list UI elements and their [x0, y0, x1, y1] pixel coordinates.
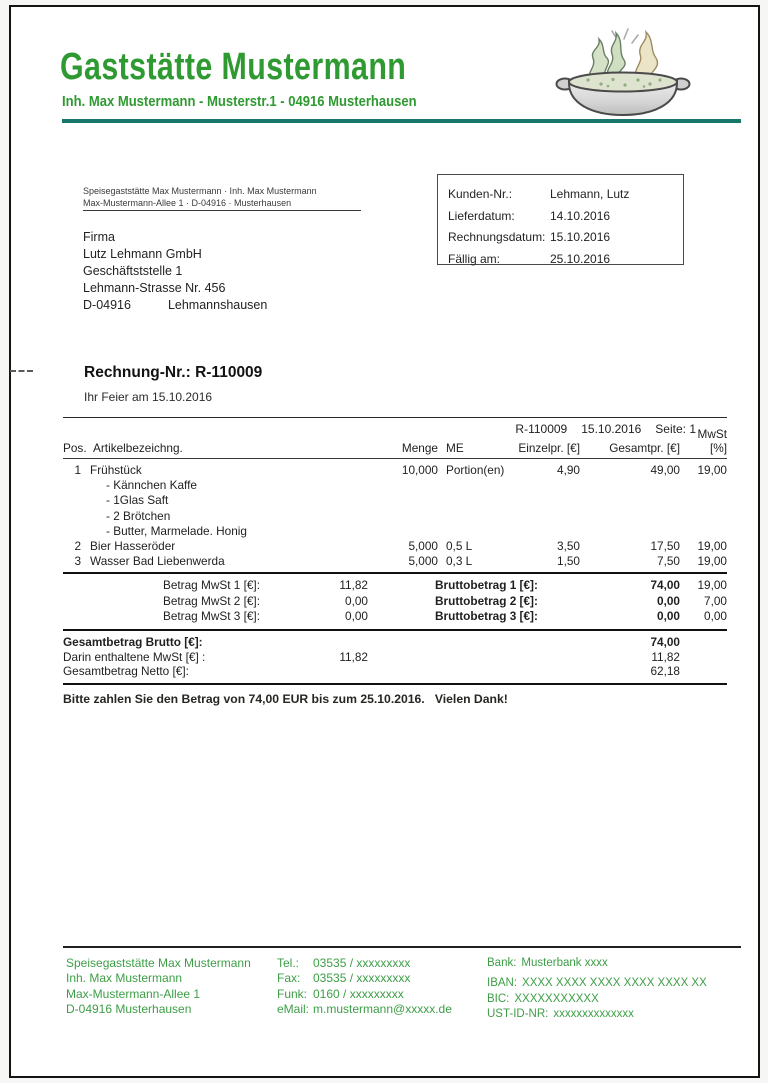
item-subline [63, 524, 727, 539]
contact-value: 03535 / xxxxxxxxx [313, 956, 411, 970]
item-artikel: Wasser Bad Liebenwerda [90, 554, 225, 569]
recipient-line: Geschäftststelle 1 [83, 264, 183, 278]
meta-page: Seite: 1 [655, 422, 696, 436]
footer-divider [63, 946, 741, 948]
col-header-pos: Pos. [63, 441, 87, 455]
brutto-amount: 0,00 [657, 609, 680, 624]
payment-note: Bitte zahlen Sie den Betrag von 74,00 EUR bis zum 25.10.2016. Vielen Dank! [63, 692, 508, 707]
total-value: 11,82 [651, 649, 680, 664]
totals-section [63, 631, 727, 684]
item-subline [63, 509, 727, 524]
total-label: Darin enthaltene MwSt [€] : [63, 649, 206, 664]
recipient-line [83, 297, 267, 314]
contact-value: 03535 / xxxxxxxxx [313, 971, 411, 986]
total-mid-amount [263, 635, 368, 650]
item-subline [63, 493, 727, 508]
totals-row [63, 650, 727, 665]
item-pos: 3 [74, 554, 81, 569]
footer-address-line: Inh. Max Mustermann [66, 971, 183, 986]
vat-row [63, 594, 727, 609]
item-mwst: 19,00 [697, 539, 727, 554]
vat-amount: 0,00 [345, 593, 368, 608]
info-row [448, 184, 677, 206]
footer-contact-row [277, 971, 452, 986]
footer-bank-row [487, 956, 707, 971]
item-gesamtpr: 17,50 [650, 539, 680, 554]
item-row [63, 539, 727, 554]
bank-label: UST-ID-NR: [487, 1008, 549, 1021]
header-divider [62, 119, 741, 123]
info-label: Lieferdatum: [448, 208, 515, 223]
meta-invoice-date: 15.10.2016 [581, 422, 642, 436]
totals-row [63, 635, 727, 650]
vat-label: Betrag MwSt 2 [€]: [162, 593, 260, 608]
info-label: Kunden-Nr.: [448, 187, 513, 201]
brutto-label: Bruttobetrag 2 [€]: [435, 593, 538, 608]
total-mid-amount: 11,82 [339, 649, 368, 664]
totals-row [63, 664, 727, 679]
vat-row [63, 609, 727, 624]
item-gesamtpr: 7,50 [657, 554, 680, 569]
customer-info-box [437, 174, 684, 265]
footer-address-line: Speisegaststätte Max Mustermann [66, 956, 251, 970]
bank-label: BIC: [487, 992, 510, 1005]
recipient-postal: D-04916 [83, 298, 131, 312]
vat-rate: 0,00 [704, 609, 727, 624]
restaurant-subtitle: Inh. Max Mustermann - Musterstr.1 - 04916 Musterhausen [62, 93, 417, 110]
total-value: 74,00 [650, 634, 680, 649]
recipient-line: Firma [83, 230, 115, 244]
col-header-menge: Menge [401, 441, 438, 455]
item-sub-text: - 2 Brötchen [106, 508, 171, 523]
total-label: Gesamtbetrag Netto [€]: [63, 664, 189, 679]
item-me: 0,3 L [446, 554, 473, 569]
item-subline [63, 478, 727, 493]
item-row [63, 554, 727, 569]
vat-label: Betrag MwSt 1 [€]: [162, 578, 260, 593]
brutto-label: Bruttobetrag 3 [€]: [435, 609, 538, 624]
item-sub-text: - Butter, Marmelade. Honig [106, 523, 247, 538]
brutto-amount: 0,00 [657, 593, 680, 608]
item-menge: 10,000 [401, 463, 438, 477]
footer-contact-row [277, 987, 452, 1002]
bank-value: XXXXXXXXXXX [514, 992, 599, 1005]
bank-value: XXXX XXXX XXXX XXXX XXXX XX [522, 977, 707, 990]
footer-bank-row [487, 992, 707, 1007]
footer-contact-row [277, 1002, 452, 1017]
info-value: 25.10.2016 [550, 251, 611, 266]
contact-value: 0160 / xxxxxxxxx [313, 986, 404, 1001]
item-pos: 2 [74, 539, 81, 554]
table-meta-row [63, 418, 727, 439]
restaurant-title: Gaststätte Mustermann [60, 46, 407, 88]
item-einzelpr: 3,50 [557, 539, 580, 554]
contact-label: eMail: [277, 1002, 310, 1017]
col-header-gesamtpr: Gesamtpr. [€] [609, 441, 680, 455]
vat-rate: 7,00 [704, 593, 727, 608]
item-einzelpr: 4,90 [557, 463, 580, 477]
item-artikel: Frühstück [90, 463, 142, 477]
col-header-artikel: Artikelbezeichng. [93, 441, 183, 455]
sender-line2: Max-Mustermann-Allee 1 · D-04916 · Musterhausen [83, 196, 361, 211]
footer-address [66, 956, 251, 1018]
bank-label: IBAN: [487, 977, 518, 990]
item-mwst: 19,00 [697, 463, 727, 477]
info-row [448, 249, 677, 271]
item-pos: 1 [74, 463, 81, 477]
item-sub-text: - Kännchen Kaffe [106, 478, 197, 493]
item-row [63, 463, 727, 478]
footer-contact [277, 956, 452, 1018]
item-menge: 5,000 [408, 539, 438, 554]
col-header-me: ME [446, 441, 464, 455]
bank-label: Bank: [487, 957, 517, 969]
footer-bank-row [487, 976, 707, 991]
cooking-pot-icon [552, 27, 694, 117]
vat-amount: 0,00 [345, 609, 368, 624]
info-value: 15.10.2016 [550, 230, 611, 244]
total-value: 62,18 [650, 664, 680, 679]
item-me: 0,5 L [446, 539, 473, 554]
total-label: Gesamtbetrag Brutto [€]: [63, 634, 203, 649]
footer-address-line: Max-Mustermann-Allee 1 [66, 986, 201, 1001]
bank-value: Musterbank xxxx [521, 957, 608, 969]
vat-section [63, 574, 727, 628]
vat-row [63, 578, 727, 593]
col-header-mwst: MwSt [%] [697, 427, 727, 455]
info-label: Fällig am: [448, 251, 501, 266]
recipient-line: Lutz Lehmann GmbH [83, 247, 202, 261]
vat-amount: 11,82 [339, 578, 368, 593]
brutto-label: Bruttobetrag 1 [€]: [435, 578, 538, 593]
info-row [448, 206, 677, 228]
item-menge: 5,000 [408, 554, 438, 569]
sender-line1: Speisegaststätte Max Mustermann · Inh. Max Mustermann [83, 186, 317, 196]
item-artikel: Bier Hasseröder [90, 539, 176, 554]
recipient-line: Lehmann-Strasse Nr. 456 [83, 281, 226, 295]
recipient-address [83, 229, 267, 314]
table-body [63, 459, 727, 572]
info-row [448, 227, 677, 249]
footer-bank [487, 956, 707, 1023]
info-label: Rechnungsdatum: [448, 230, 546, 244]
item-sub-text: - 1Glas Saft [106, 493, 169, 508]
info-value: 14.10.2016 [550, 208, 611, 223]
contact-label: Funk: [277, 986, 308, 1001]
vat-label: Betrag MwSt 3 [€]: [162, 609, 260, 624]
item-me: Portion(en) [446, 463, 505, 477]
invoice-subject: Ihr Feier am 15.10.2016 [84, 390, 213, 404]
fold-mark [10, 370, 33, 372]
item-mwst: 19,00 [697, 554, 727, 569]
item-gesamtpr: 49,00 [650, 463, 680, 477]
meta-invoice-number: R-110009 [515, 422, 568, 436]
total-mid-amount [263, 664, 368, 679]
info-value: Lehmann, Lutz [550, 187, 630, 201]
col-header-einzelpr: Einzelpr. [€] [518, 441, 580, 455]
invoice-number-heading: Rechnung-Nr.: R-110009 [84, 364, 263, 381]
footer-bank-row [487, 1007, 707, 1022]
contact-value: m.mustermann@xxxxx.de [313, 1002, 452, 1017]
bank-value: xxxxxxxxxxxxxx [553, 1008, 634, 1021]
contact-label: Fax: [277, 971, 301, 986]
item-einzelpr: 1,50 [557, 554, 580, 569]
items-table [63, 417, 727, 706]
footer-contact-row [277, 956, 452, 971]
vat-rate: 19,00 [697, 578, 727, 593]
recipient-city: Lehmannshausen [167, 298, 268, 312]
contact-label: Tel.: [277, 956, 300, 970]
footer-address-line: D-04916 Musterhausen [66, 1002, 192, 1017]
sender-return-address [83, 186, 361, 211]
brutto-amount: 74,00 [650, 578, 680, 593]
